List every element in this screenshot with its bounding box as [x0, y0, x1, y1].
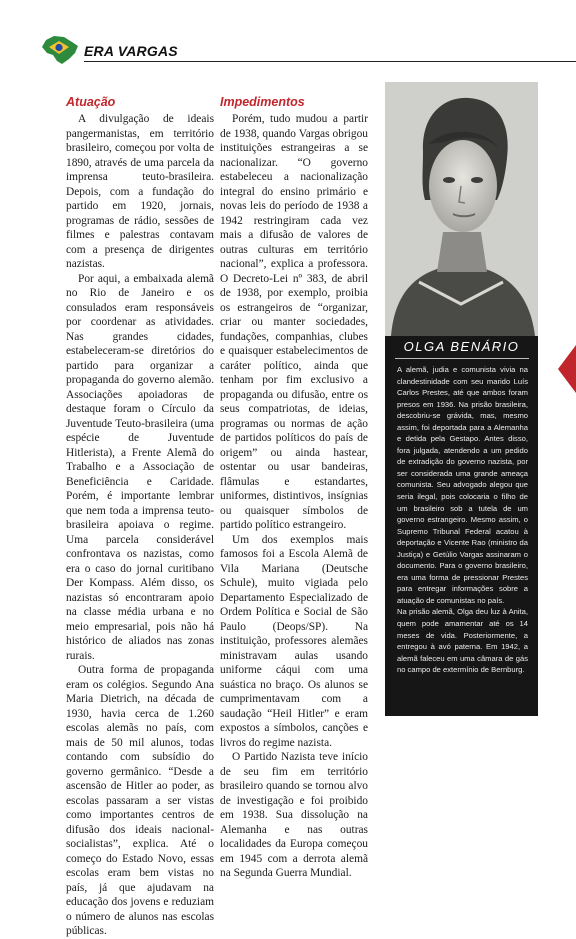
page-header: [38, 34, 538, 64]
article-column-1: [66, 94, 214, 939]
paragraph: O Partido Nazista teve início de seu fim em território brasileiro quando se tornou alvo de investigação e foi proibido em 1938. Sua dissolução na Alemanha e nas outras localidades da Europa começou em 1945 com a derrota alemã na Segunda Guerra Mundial.: [220, 751, 368, 879]
paragraph: A divulgação de ideais pangermanistas, em território brasileiro, começou por volta de 1890, através de uma parcela da imprensa teuto-brasileira. Depois, com a fundação do partido em 1920, jornais, programas de rádio, sessões de filmes e palestras contavam com a presença de dirigentes nazistas.: [66, 113, 214, 270]
brazil-map-icon: [38, 34, 80, 66]
heading-impedimentos: Impedimentos: [220, 95, 305, 109]
header-rule: [84, 61, 576, 62]
paragraph: Um dos exemplos mais famosos foi a Escola Alemã de Vila Mariana (Deutsche Schule), muito vigiada pelo Departamento Especializado de Ordem Política e Social de São Paulo (Deops/SP). Na instituição, professores alemães ministravam aulas usando uniforme cáqui com uma suástica no braço. Os alunos se cumprimentavam com a saudação “Heil Hitler” e eram expostos a símbolos, canções e livros do regime nazista.: [220, 533, 368, 749]
portrait-illustration: [385, 82, 538, 336]
paragraph: Outra forma de propaganda eram os colégios. Segundo Ana Maria Dietrich, na década de 1930, havia cerca de 1.260 escolas alemãs no país, com mais de 50 mil alunos, todas contando com subsídio do governo germânico. “Desde a ascensão de Hitler ao poder, as escolas passaram a ser vistas como importantes centros de difusão dos ideais nacional-socialistas”, explica. Até o começo do Estado Novo, essas escolas eram bem vistas no país, já que ajudavam na educação dos jovens e reduziam o número de alunos nas escolas públicas.: [66, 664, 214, 937]
sidebar-rule: [395, 358, 529, 359]
article-column-2: [220, 94, 368, 881]
paragraph: Porém, tudo mudou a partir de 1938, quando Vargas obrigou instituições estrangeiras a se nacionalizar. “O governo estabeleceu a nacionalização integral do ensino primário e novas leis do período de 1938 a 1942 restringiram cada vez mais a difusão de valores de outras culturas em território nacional”, explica a professora. O Decreto-Lei nº 383, de abril de 1938, por exemplo, proibia os estrangeiros de “organizar, criar ou manter sociedades, fundações, companhias, clubes e quaisquer estabelecimentos de caráter político, ainda que tenham por fim exclusivo a propaganda ou difusão, entre os seus compatriotas, de ideias, programas ou normas de ação de partidos políticos do país de origem” ou ainda hastear, ostentar ou usar bandeiras, flâmulas e estandartes, uniformes, distintivos, insígnias ou quaisquer símbolos de partido político estrangeiro.: [220, 113, 368, 531]
sidebar-paragraph: A alemã, judia e comunista vivia na clandestinidade com seu marido Luís Carlos Prestes, até que ambos foram presos em 1936. Na prisão brasileira, descobriu-se grávida, mas, mesmo assim, foi deportada para a Alemanha e detida pela Gestapo. Antes disso, fora julgada, atendendo a um pedido de extradição do governo nazista, por ser considerada uma grande ameaça comunista. Seu advogado alegou que seria ilegal, pois colocaria o filho de um brasileiro sob a tutela de um governo estrangeiro. Mesmo assim, o Supremo Tribunal Federal acatou à deportação e Vicente Rao (ministro da Justiça) e Getúlio Vargas assinaram o documento. Para o governo brasileiro, era uma forma de pressionar Prestes para entregar informações sobre a atuação de comunistas no país.: [397, 365, 528, 605]
sidebar-title: OLGA BENÁRIO: [403, 339, 520, 354]
page-edge-marker: [558, 345, 576, 393]
sidebar-paragraph: Na prisão alemã, Olga deu luz à Anita, quem pode amamentar até os 14 meses de vida. Posteriormente, a entregou à avó paterna. Em 1942, a alemã faleceu em uma câmara de gás no campo de extermínio de Bernburg.: [397, 607, 528, 675]
paragraph: Por aqui, a embaixada alemã no Rio de Janeiro e os consulados eram responsáveis por coordenar as atividades. Nas grandes cidades, estabeleceram-se diretórios do partido para organizar a propaganda do governo alemão. Associações apoiadoras de destaque foram o Círculo da Juventude Teuto-brasileira (uma espécie de Juventude Hitlerista), a Frente Alemã do Trabalho e a Associação de Beneficiência e Caridade. Porém, é importante lembrar que nem toda a imprensa teuto-brasileira apoiava o regime. Uma parcela considerável confrontava os nazistas, como era o caso do jornal curitibano Der Kompass. Além disso, os nazistas só encontraram apoio na classe média urbana e no meio empresarial, pois não há histórico de aliados nas zonas rurais.: [66, 272, 214, 662]
portrait-photo: [385, 82, 538, 336]
heading-atuacao: Atuação: [66, 95, 116, 109]
section-title: ERA VARGAS: [84, 43, 178, 59]
sidebar-box: [385, 336, 538, 716]
